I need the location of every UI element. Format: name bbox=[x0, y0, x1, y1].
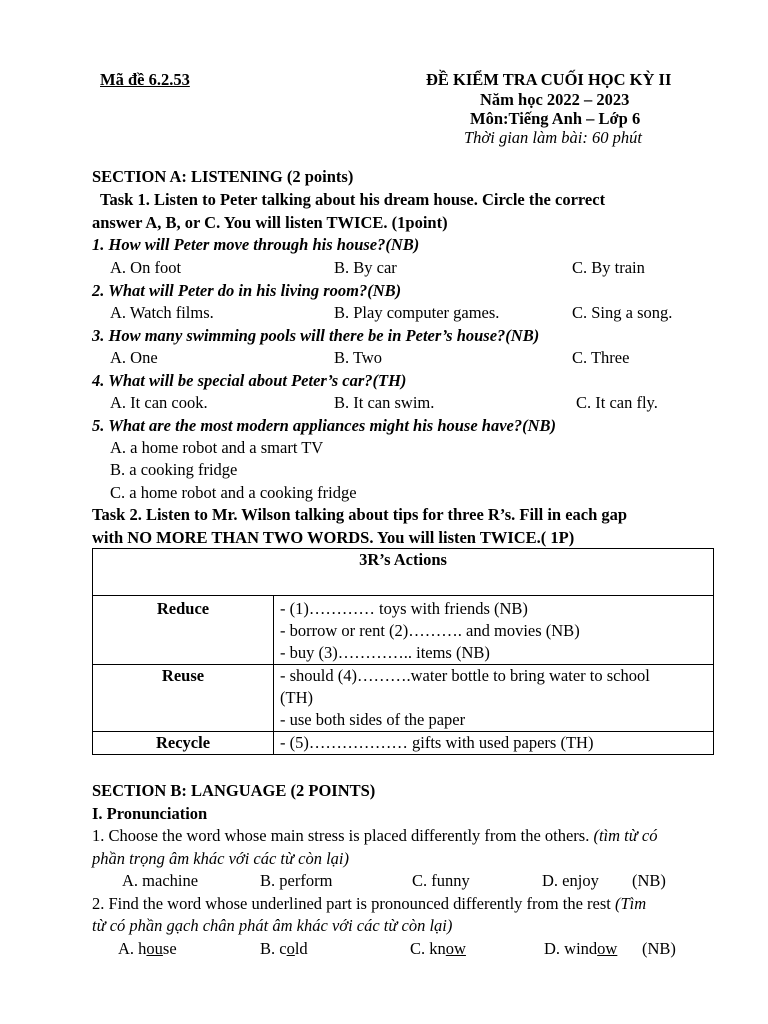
q3-option-b: B. Two bbox=[334, 348, 383, 367]
section-b-title: SECTION B: LANGUAGE (2 POINTS) bbox=[92, 781, 376, 800]
pronunciation-q1 bbox=[92, 826, 657, 846]
q1-option-c: C. By train bbox=[572, 258, 645, 277]
task1-line2: answer A, B, or C. You will listen TWICE. (1point) bbox=[92, 213, 448, 232]
pron-q1-level: (NB) bbox=[632, 871, 666, 890]
recycle-line-1: - (5)……………… gifts with used papers (TH) bbox=[280, 733, 594, 752]
time-limit: Thời gian làm bài: 60 phút bbox=[464, 128, 642, 147]
q3-option-a: A. One bbox=[110, 348, 158, 367]
reuse-line-1: - should (4)……….water bottle to bring water to school bbox=[280, 666, 650, 685]
question-3: 3. How many swimming pools will there be in Peter’s house?(NB) bbox=[92, 326, 540, 345]
pron-q1-text: 1. Choose the word whose main stress is placed differently from the others. bbox=[92, 826, 590, 845]
question-1: 1. How will Peter move through his house?(NB) bbox=[92, 235, 420, 254]
task1-line1: Task 1. Listen to Peter talking about his dream house. Circle the correct bbox=[100, 190, 606, 209]
three-rs-table bbox=[92, 548, 714, 755]
pron-q2-option-a: A. house bbox=[118, 939, 177, 958]
pron-q2-note-a: (Tìm bbox=[615, 894, 647, 913]
subject: Môn:Tiếng Anh – Lớp 6 bbox=[470, 109, 641, 128]
reuse-line-2: (TH) bbox=[280, 688, 313, 707]
exam-title: ĐỀ KIỂM TRA CUỐI HỌC KỲ II bbox=[426, 70, 672, 89]
pron-q2-text: 2. Find the word whose underlined part is pronounced differently from the rest bbox=[92, 894, 611, 913]
pron-q2-level: (NB) bbox=[642, 939, 676, 958]
question-4: 4. What will be special about Peter’s car?(TH) bbox=[92, 371, 407, 390]
pron-q1-option-b: B. perform bbox=[260, 871, 333, 890]
task2-line2: with NO MORE THAN TWO WORDS. You will listen TWICE.( 1P) bbox=[92, 528, 575, 547]
q4-option-a: A. It can cook. bbox=[110, 393, 208, 412]
pron-q1-option-c: C. funny bbox=[412, 871, 470, 890]
reduce-line-2: - borrow or rent (2)………. and movies (NB) bbox=[280, 621, 580, 640]
pron-q2-option-d: D. window bbox=[544, 939, 618, 958]
table-header: 3R’s Actions bbox=[93, 549, 714, 596]
pron-q1-note-b: phần trọng âm khác với các từ còn lại) bbox=[92, 849, 349, 868]
task2-line1: Task 2. Listen to Mr. Wilson talking about tips for three R’s. Fill in each gap bbox=[92, 505, 628, 524]
school-year: Năm học 2022 – 2023 bbox=[480, 90, 630, 109]
question-2: 2. What will Peter do in his living room?(NB) bbox=[92, 281, 402, 300]
q1-option-a: A. On foot bbox=[110, 258, 182, 277]
pron-q1-option-a: A. machine bbox=[122, 871, 199, 890]
table-row bbox=[93, 732, 714, 755]
reduce-line-3: - buy (3)………….. items (NB) bbox=[280, 643, 490, 662]
exam-code: Mã đề 6.2.53 bbox=[100, 70, 190, 89]
q5-option-b: B. a cooking fridge bbox=[110, 460, 238, 479]
pron-q1-note-a: (tìm từ có bbox=[593, 826, 658, 845]
reduce-line-1: - (1)………… toys with friends (NB) bbox=[280, 599, 528, 618]
q5-option-c: C. a home robot and a cooking fridge bbox=[110, 483, 357, 502]
q2-option-b: B. Play computer games. bbox=[334, 303, 500, 322]
question-5: 5. What are the most modern appliances might his house have?(NB) bbox=[92, 416, 557, 435]
pronunciation-q2 bbox=[92, 894, 646, 914]
pron-q2-note-b: từ có phần gạch chân phát âm khác với các từ còn lại) bbox=[92, 916, 453, 935]
pron-q2-option-c: C. know bbox=[410, 939, 466, 958]
table-row bbox=[93, 596, 714, 665]
table-row bbox=[93, 665, 714, 732]
row-label-reduce: Reduce bbox=[93, 596, 274, 665]
q3-option-c: C. Three bbox=[572, 348, 630, 367]
section-a-title: SECTION A: LISTENING (2 points) bbox=[92, 167, 354, 186]
pron-q2-option-b: B. cold bbox=[260, 939, 308, 958]
row-label-reuse: Reuse bbox=[93, 665, 274, 732]
reuse-line-3: - use both sides of the paper bbox=[280, 710, 466, 729]
q5-option-a: A. a home robot and a smart TV bbox=[110, 438, 324, 457]
q1-option-b: B. By car bbox=[334, 258, 397, 277]
pronunciation-heading: I. Pronunciation bbox=[92, 804, 208, 823]
q2-option-c: C. Sing a song. bbox=[572, 303, 673, 322]
q4-option-b: B. It can swim. bbox=[334, 393, 435, 412]
pron-q1-option-d: D. enjoy bbox=[542, 871, 599, 890]
q2-option-a: A. Watch films. bbox=[110, 303, 214, 322]
row-label-recycle: Recycle bbox=[93, 732, 274, 755]
q4-option-c: C. It can fly. bbox=[576, 393, 658, 412]
